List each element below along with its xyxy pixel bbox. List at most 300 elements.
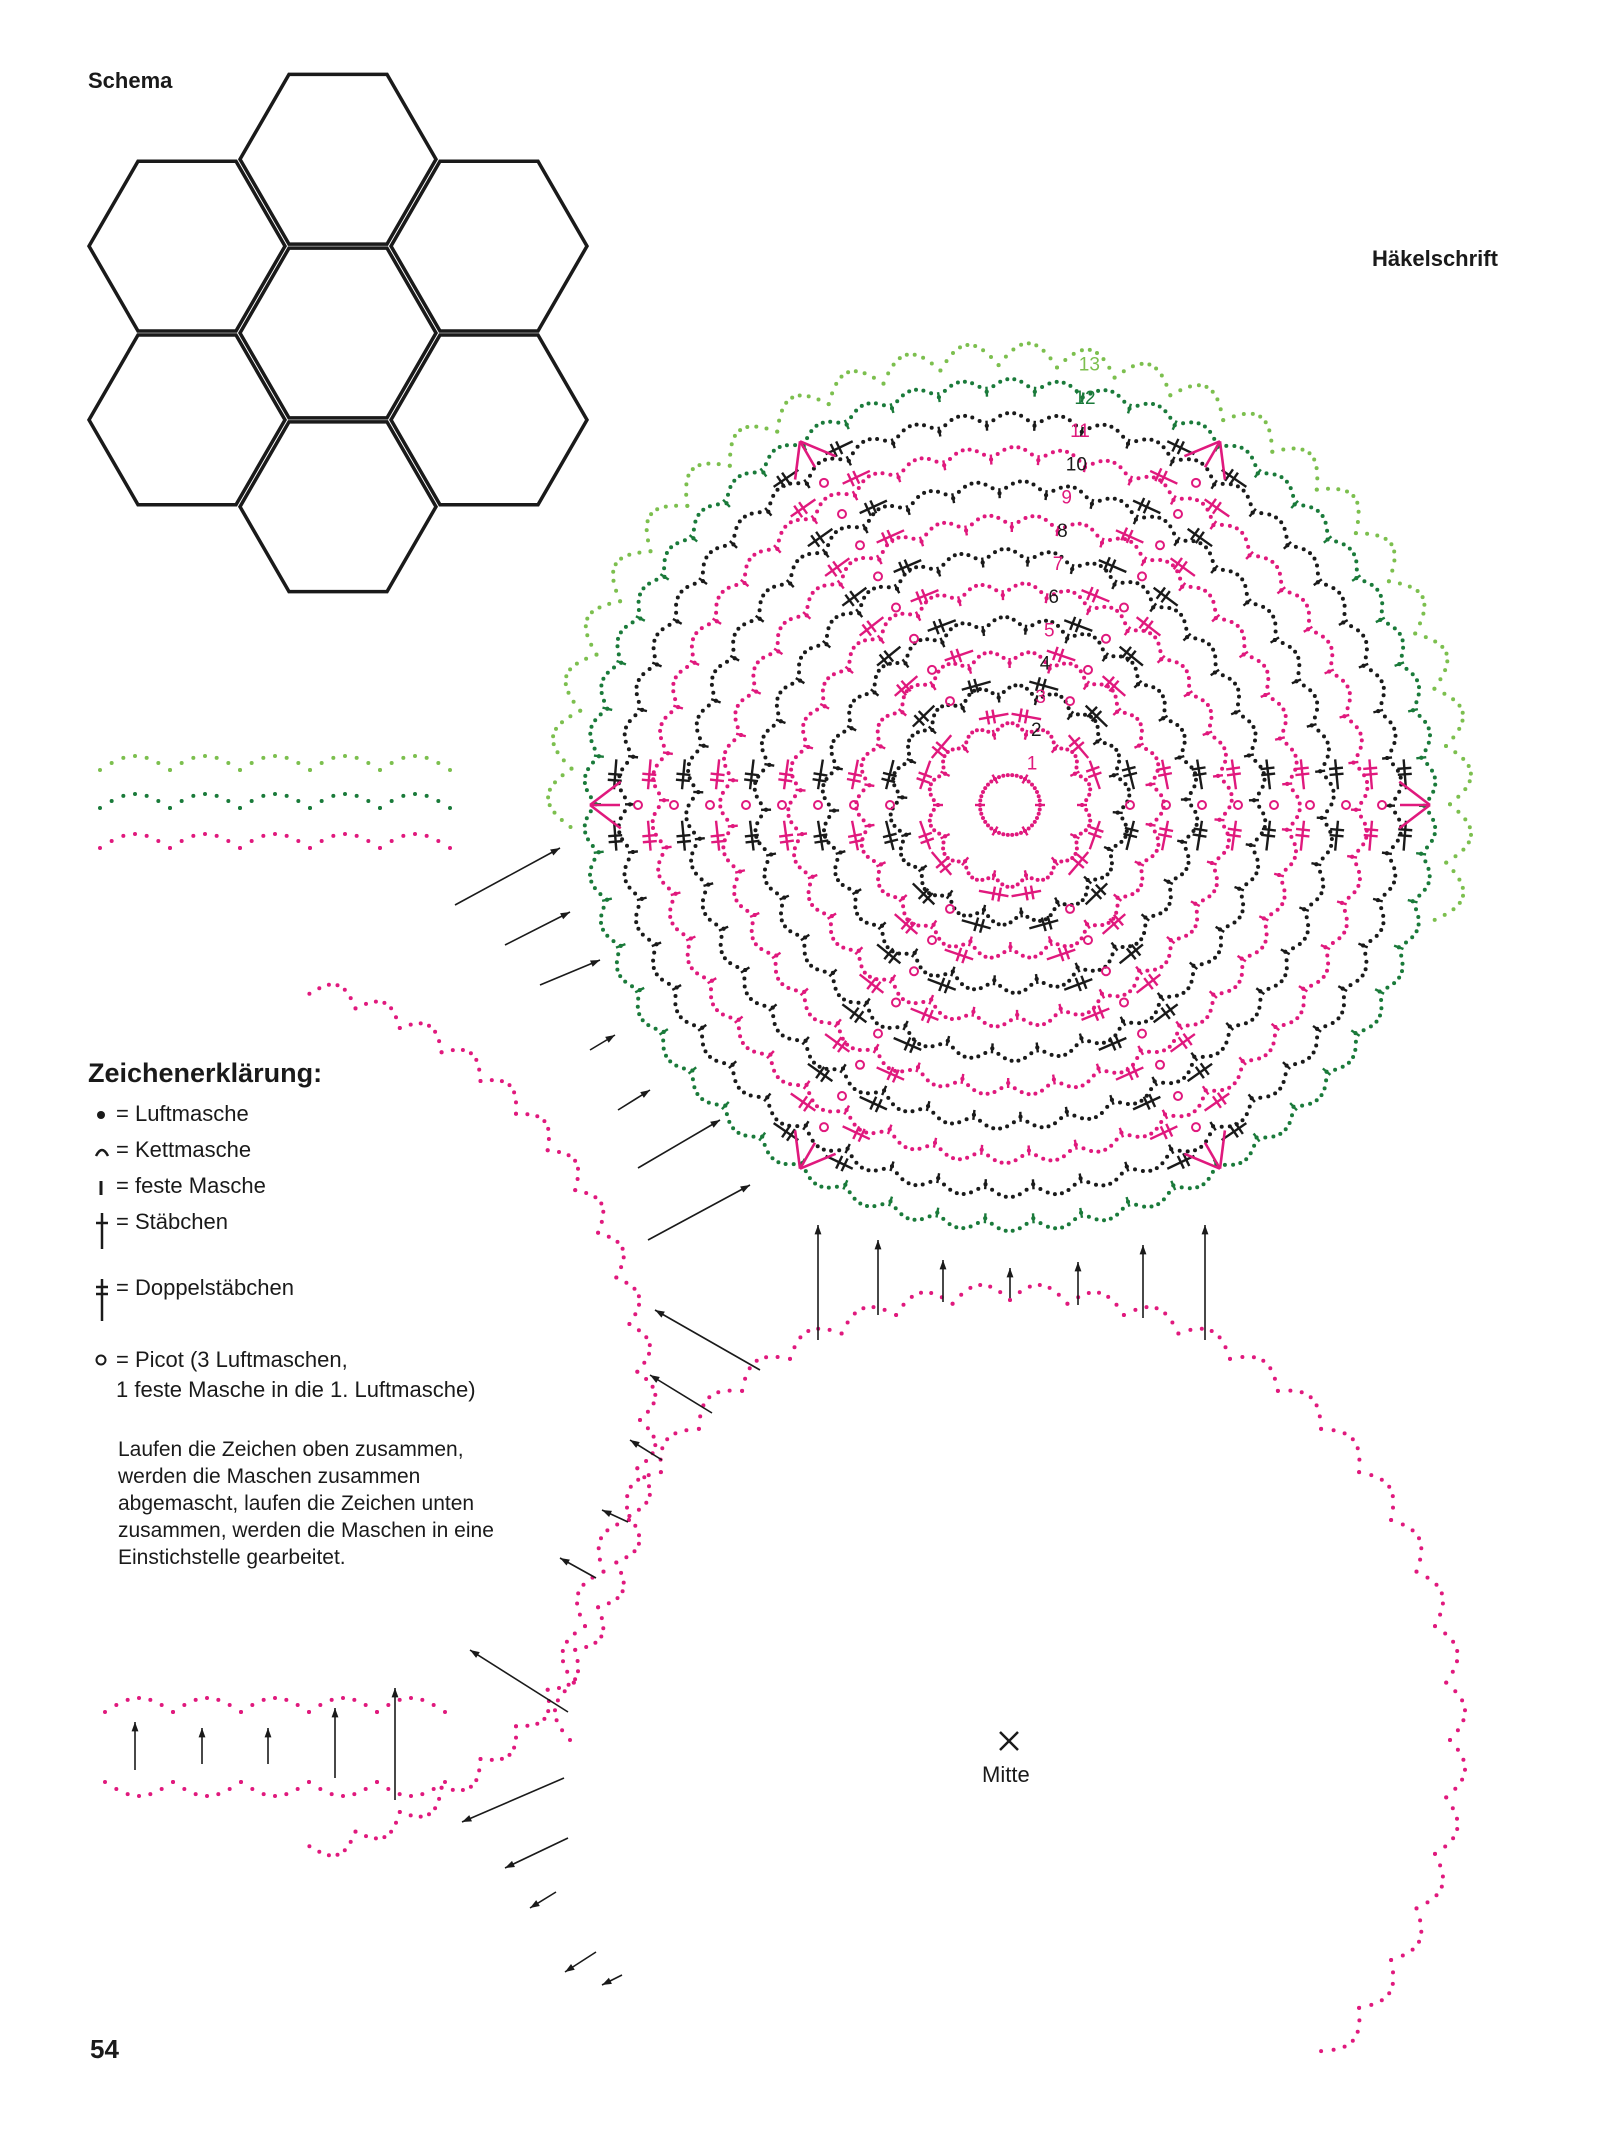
chain-stitch xyxy=(1361,634,1365,638)
chain-stitch xyxy=(1155,1306,1159,1310)
chain-stitch xyxy=(1433,640,1437,644)
chain-stitch xyxy=(774,962,778,966)
chain-stitch xyxy=(1020,582,1024,586)
chain-stitch xyxy=(1326,755,1330,759)
chain-stitch xyxy=(1094,1183,1098,1187)
chain-stitch xyxy=(1144,858,1148,862)
chain-stitch xyxy=(194,1792,198,1796)
chain-stitch xyxy=(1227,786,1231,790)
chain-stitch xyxy=(1012,411,1016,415)
chain-stitch xyxy=(907,462,911,466)
chain-stitch xyxy=(1164,960,1168,964)
chain-stitch xyxy=(1034,343,1038,347)
chain-stitch xyxy=(1177,937,1181,941)
single-crochet xyxy=(916,1063,919,1072)
chain-stitch xyxy=(954,452,958,456)
single-crochet xyxy=(1176,1022,1182,1030)
chain-stitch xyxy=(614,1561,618,1565)
chain-stitch xyxy=(1284,721,1288,725)
chain-stitch xyxy=(1341,1065,1345,1069)
single-crochet xyxy=(958,596,960,606)
picot xyxy=(1084,936,1092,944)
chain-stitch xyxy=(1011,348,1015,352)
chain-stitch xyxy=(662,566,666,570)
chain-stitch xyxy=(904,535,908,539)
chain-stitch xyxy=(1389,1518,1393,1522)
chain-stitch xyxy=(1050,1053,1054,1057)
chain-stitch xyxy=(1227,989,1231,993)
chain-stitch xyxy=(1116,537,1120,541)
chain-stitch xyxy=(772,724,776,728)
chain-stitch xyxy=(975,449,979,453)
chain-stitch xyxy=(703,891,707,895)
chain-stitch xyxy=(1020,728,1024,732)
chain-stitch xyxy=(1356,520,1360,524)
chain-stitch xyxy=(1002,1022,1006,1026)
chain-stitch xyxy=(1122,400,1126,404)
single-crochet xyxy=(983,626,985,636)
chain-stitch xyxy=(1153,776,1157,780)
single-crochet xyxy=(937,1173,939,1183)
chain-stitch xyxy=(1343,604,1347,608)
chain-stitch xyxy=(1176,1332,1180,1336)
chain-stitch xyxy=(675,541,679,545)
chain-stitch xyxy=(1257,805,1261,809)
chain-stitch xyxy=(701,906,705,910)
chain-stitch xyxy=(1085,562,1089,566)
legend-label: = Luftmasche xyxy=(116,1101,249,1126)
chain-stitch xyxy=(865,1204,869,1208)
chain-stitch xyxy=(862,818,866,822)
chain-stitch xyxy=(1106,459,1110,463)
chain-stitch xyxy=(874,1169,878,1173)
chain-stitch xyxy=(1000,882,1004,886)
single-crochet xyxy=(1037,1043,1038,1053)
chain-stitch xyxy=(612,579,616,583)
chain-stitch xyxy=(1298,942,1302,946)
single-crochet xyxy=(728,780,738,781)
chain-stitch xyxy=(1267,428,1271,432)
chain-stitch xyxy=(1345,490,1349,494)
chain-stitch xyxy=(915,959,919,963)
chain-stitch xyxy=(762,735,766,739)
chain-stitch xyxy=(895,1171,899,1175)
chain-stitch xyxy=(957,1051,961,1055)
stitch-crossbar xyxy=(1364,835,1378,836)
chain-stitch xyxy=(1037,794,1041,798)
single-crochet xyxy=(986,421,987,431)
chain-stitch xyxy=(777,419,781,423)
chain-stitch xyxy=(1115,1213,1119,1217)
chain-stitch xyxy=(1069,944,1073,948)
single-crochet xyxy=(899,709,907,716)
chain-stitch xyxy=(1400,969,1404,973)
chain-stitch xyxy=(1226,845,1230,849)
single-crochet xyxy=(856,609,862,617)
stitch-crossbar xyxy=(608,780,622,781)
chain-stitch xyxy=(1461,894,1465,898)
chain-stitch xyxy=(721,791,725,795)
chain-stitch xyxy=(1075,841,1079,845)
chain-stitch xyxy=(432,1703,436,1707)
chain-stitch xyxy=(1285,535,1289,539)
chain-stitch xyxy=(1389,749,1393,753)
chain-stitch xyxy=(931,1111,935,1115)
chain-stitch xyxy=(436,761,440,765)
single-crochet xyxy=(1272,1024,1280,1030)
chain-stitch xyxy=(390,799,394,803)
chain-stitch xyxy=(1242,489,1246,493)
chain-stitch xyxy=(555,1718,559,1722)
chain-stitch xyxy=(1319,2049,1323,2053)
chain-stitch xyxy=(715,546,719,550)
chain-stitch xyxy=(1463,787,1467,791)
chain-stitch xyxy=(1451,736,1455,740)
single-crochet xyxy=(796,790,806,791)
single-crochet-bar-icon xyxy=(88,1171,116,1197)
chain-stitch xyxy=(1218,741,1222,745)
chain-stitch xyxy=(668,1059,672,1063)
stitch-crossbar xyxy=(992,887,995,901)
single-crochet xyxy=(594,852,604,853)
chain-stitch xyxy=(723,764,727,768)
single-crochet xyxy=(1190,963,1198,970)
single-crochet xyxy=(936,1208,938,1218)
chain-stitch xyxy=(787,814,791,818)
chain-stitch xyxy=(1383,715,1387,719)
chain-stitch xyxy=(905,952,909,956)
chain-stitch xyxy=(1433,825,1437,829)
chain-stitch xyxy=(389,1006,393,1010)
chain-stitch xyxy=(1012,377,1016,381)
single-crochet xyxy=(1033,1213,1034,1223)
chain-stitch xyxy=(1303,937,1307,941)
chain-stitch xyxy=(1116,994,1120,998)
chain-stitch xyxy=(684,482,688,486)
chain-stitch xyxy=(1079,832,1083,836)
chain-stitch xyxy=(1448,802,1452,806)
chain-stitch xyxy=(1362,1028,1366,1032)
chain-stitch xyxy=(1357,2006,1361,2010)
single-crochet xyxy=(1408,709,1418,711)
chain-stitch xyxy=(924,1044,928,1048)
chain-stitch xyxy=(748,558,752,562)
chain-stitch xyxy=(1415,929,1419,933)
chain-stitch xyxy=(991,384,995,388)
chain-stitch xyxy=(1012,1120,1016,1124)
chain-stitch xyxy=(1329,782,1333,786)
chain-stitch xyxy=(733,633,737,637)
stitch-crossbar xyxy=(780,841,794,843)
chain-stitch xyxy=(1325,823,1329,827)
chain-stitch xyxy=(709,987,713,991)
chain-stitch xyxy=(1382,686,1386,690)
chain-stitch xyxy=(586,767,590,771)
stitch-junction xyxy=(590,782,621,805)
chain-stitch xyxy=(1273,1377,1277,1381)
chain-stitch xyxy=(647,582,651,586)
chain-stitch xyxy=(674,675,678,679)
chain-stitch xyxy=(1087,1291,1091,1295)
chain-stitch xyxy=(698,1414,702,1418)
chain-stitch xyxy=(906,745,910,749)
chain-stitch xyxy=(986,823,990,827)
chain-stitch xyxy=(1067,979,1071,983)
chain-stitch xyxy=(1456,795,1460,799)
chain-stitch xyxy=(1195,498,1199,502)
chain-stitch xyxy=(1297,663,1301,667)
chain-stitch xyxy=(976,1054,980,1058)
stitch-crossbar xyxy=(1144,621,1153,632)
chain-stitch xyxy=(760,741,764,745)
chain-stitch xyxy=(909,647,913,651)
chain-stitch xyxy=(1323,1024,1327,1028)
chain-stitch xyxy=(1131,364,1135,368)
chain-stitch xyxy=(682,1067,686,1071)
chain-stitch xyxy=(1315,897,1319,901)
single-crochet xyxy=(890,1161,893,1171)
chain-stitch xyxy=(1174,609,1178,613)
chain-stitch xyxy=(647,1473,651,1477)
single-crochet xyxy=(1275,737,1285,739)
chain-stitch xyxy=(1401,962,1405,966)
round-number-6: 6 xyxy=(1048,587,1059,609)
chain-stitch xyxy=(687,960,691,964)
legend-label: = Picot (3 Luftmaschen, 1 feste Masche in die 1. Luftmasche) xyxy=(116,1347,476,1402)
chain-stitch xyxy=(1096,999,1100,1003)
single-crochet xyxy=(823,641,831,648)
chain-stitch xyxy=(923,970,927,974)
chain-stitch xyxy=(1059,1082,1063,1086)
chain-stitch xyxy=(932,1083,936,1087)
chain-stitch xyxy=(1149,1087,1153,1091)
chain-stitch xyxy=(401,794,405,798)
single-crochet xyxy=(1021,907,1022,917)
single-crochet xyxy=(801,989,808,996)
chain-stitch xyxy=(897,1107,901,1111)
chain-stitch xyxy=(261,794,265,798)
chain-stitch xyxy=(1048,693,1052,697)
chain-stitch xyxy=(386,1787,390,1791)
chain-stitch xyxy=(895,661,899,665)
chain-stitch xyxy=(1155,849,1159,853)
chain-stitch xyxy=(1074,1012,1078,1016)
chain-stitch xyxy=(623,809,627,813)
chain-stitch xyxy=(901,468,905,472)
chain-stitch xyxy=(1257,792,1261,796)
chain-stitch xyxy=(1055,663,1059,667)
stitch-crossbar xyxy=(778,779,792,781)
chain-stitch xyxy=(884,622,888,626)
chain-stitch xyxy=(1184,934,1188,938)
picot xyxy=(1120,998,1128,1006)
chain-stitch xyxy=(1282,1080,1286,1084)
chain-stitch xyxy=(617,830,621,834)
single-crochet xyxy=(698,1025,706,1031)
chain-stitch xyxy=(918,1147,922,1151)
chain-stitch xyxy=(1038,1187,1042,1191)
chain-stitch xyxy=(916,924,920,928)
chain-stitch xyxy=(584,624,588,628)
chain-stitch xyxy=(852,699,856,703)
stitch-crossbar xyxy=(1149,974,1158,985)
chain-stitch xyxy=(902,1303,906,1307)
chain-stitch xyxy=(1197,421,1201,425)
chain-stitch xyxy=(636,1005,640,1009)
chain-stitch xyxy=(762,1004,766,1008)
chain-stitch xyxy=(1160,605,1164,609)
chain-stitch xyxy=(1295,1016,1299,1020)
chain-stitch xyxy=(913,865,917,869)
chain-stitch xyxy=(841,574,845,578)
chain-stitch xyxy=(1020,652,1024,656)
chain-stitch xyxy=(1075,847,1079,851)
stitch-crossbar xyxy=(1226,767,1240,769)
chain-stitch xyxy=(1057,1054,1061,1058)
chain-stitch xyxy=(1168,1045,1172,1049)
chain-stitch xyxy=(862,596,866,600)
chain-stitch xyxy=(1208,430,1212,434)
chain-stitch xyxy=(1453,750,1457,754)
chain-stitch xyxy=(794,781,798,785)
picot xyxy=(814,801,822,809)
chain-stitch xyxy=(972,1088,976,1092)
chain-stitch xyxy=(1180,840,1184,844)
single-crochet xyxy=(891,403,894,413)
chain-stitch xyxy=(1323,1086,1327,1090)
chain-stitch xyxy=(1050,523,1054,527)
chain-stitch xyxy=(638,593,642,597)
stitch-crossbar xyxy=(1261,835,1275,837)
chain-stitch xyxy=(1271,697,1275,701)
chain-stitch xyxy=(567,1683,571,1687)
chain-stitch xyxy=(349,996,353,1000)
chain-stitch xyxy=(1306,930,1310,934)
chain-stitch xyxy=(601,1626,605,1630)
chain-stitch xyxy=(804,517,808,521)
chain-stitch xyxy=(932,778,936,782)
chain-stitch xyxy=(1156,843,1160,847)
chain-stitch xyxy=(1075,760,1079,764)
chain-stitch xyxy=(734,583,738,587)
arrow-head-icon xyxy=(530,1900,540,1908)
chain-stitch xyxy=(1356,753,1360,757)
chain-stitch xyxy=(642,1361,646,1365)
chain-stitch xyxy=(1428,874,1432,878)
chain-stitch xyxy=(701,1043,705,1047)
chain-stitch xyxy=(413,754,417,758)
chain-stitch xyxy=(1457,727,1461,731)
chain-stitch xyxy=(954,944,958,948)
chain-stitch xyxy=(1145,969,1149,973)
chain-stitch xyxy=(1014,584,1018,588)
chain-stitch xyxy=(951,1046,955,1050)
chain-stitch xyxy=(921,1000,925,1004)
chain-stitch xyxy=(1241,1118,1245,1122)
chain-stitch xyxy=(832,672,836,676)
chain-stitch xyxy=(1014,656,1018,660)
chain-stitch xyxy=(1309,903,1313,907)
chain-stitch xyxy=(1330,653,1334,657)
chain-stitch xyxy=(934,930,938,934)
chain-stitch xyxy=(1092,682,1096,686)
chain-stitch xyxy=(1212,437,1216,441)
chain-stitch xyxy=(1105,1069,1109,1073)
chain-stitch xyxy=(693,582,697,586)
chain-stitch xyxy=(996,452,1000,456)
chain-stitch xyxy=(203,832,207,836)
single-crochet xyxy=(1027,557,1028,567)
chain-stitch xyxy=(1194,458,1198,462)
chain-stitch xyxy=(474,1778,478,1782)
chain-stitch xyxy=(794,860,798,864)
chain-stitch xyxy=(877,737,881,741)
chain-stitch xyxy=(728,961,732,965)
chain-stitch xyxy=(837,993,841,997)
chain-stitch xyxy=(784,686,788,690)
chain-stitch xyxy=(1301,504,1305,508)
chain-stitch xyxy=(1281,448,1285,452)
chain-stitch xyxy=(1042,1022,1046,1026)
chain-stitch xyxy=(1176,1080,1180,1084)
chain-stitch xyxy=(605,1528,609,1532)
chain-stitch xyxy=(784,401,788,405)
chain-stitch xyxy=(1239,1068,1243,1072)
chain-stitch xyxy=(599,921,603,925)
chain-stitch xyxy=(1211,600,1215,604)
chain-stitch xyxy=(553,1708,557,1712)
chain-stitch xyxy=(1172,532,1176,536)
chain-stitch xyxy=(972,1152,976,1156)
chain-stitch xyxy=(823,682,827,686)
chain-stitch xyxy=(651,826,655,830)
chain-stitch xyxy=(673,1431,677,1435)
chain-stitch xyxy=(1379,594,1383,598)
chain-stitch xyxy=(1246,545,1250,549)
chain-stitch xyxy=(398,1026,402,1030)
chain-stitch xyxy=(894,1206,898,1210)
chain-stitch xyxy=(573,1677,577,1681)
chain-stitch xyxy=(961,1226,965,1230)
chain-stitch xyxy=(1227,805,1231,809)
chain-stitch xyxy=(898,1141,902,1145)
chain-stitch xyxy=(1351,1437,1355,1441)
single-crochet xyxy=(1097,1064,1100,1073)
chain-stitch xyxy=(1331,789,1335,793)
chain-stitch xyxy=(1423,859,1427,863)
chain-stitch xyxy=(1027,341,1031,345)
chain-stitch xyxy=(1334,540,1338,544)
chain-stitch xyxy=(1096,732,1100,736)
chain-stitch xyxy=(684,493,688,497)
chain-stitch xyxy=(776,641,780,645)
chain-stitch xyxy=(899,853,903,857)
chain-stitch xyxy=(867,474,871,478)
chain-stitch xyxy=(687,945,691,949)
chain-stitch xyxy=(285,756,289,760)
chain-stitch xyxy=(935,523,939,527)
chain-stitch xyxy=(148,1792,152,1796)
chain-stitch xyxy=(664,1054,668,1058)
chain-stitch xyxy=(1337,591,1341,595)
chain-stitch xyxy=(951,859,955,863)
chain-stitch xyxy=(1049,984,1053,988)
chain-stitch xyxy=(1197,383,1201,387)
chain-stitch xyxy=(1211,390,1215,394)
instruction-note: Laufen die Zeichen oben zusammen, werden die Maschen zusammen abgemascht, laufen die Zeichen unten zusammen, werden die Maschen in eine Einstichstelle gearbeitet. xyxy=(118,1438,494,1569)
chain-stitch xyxy=(477,1768,481,1772)
chain-stitch xyxy=(1354,862,1358,866)
